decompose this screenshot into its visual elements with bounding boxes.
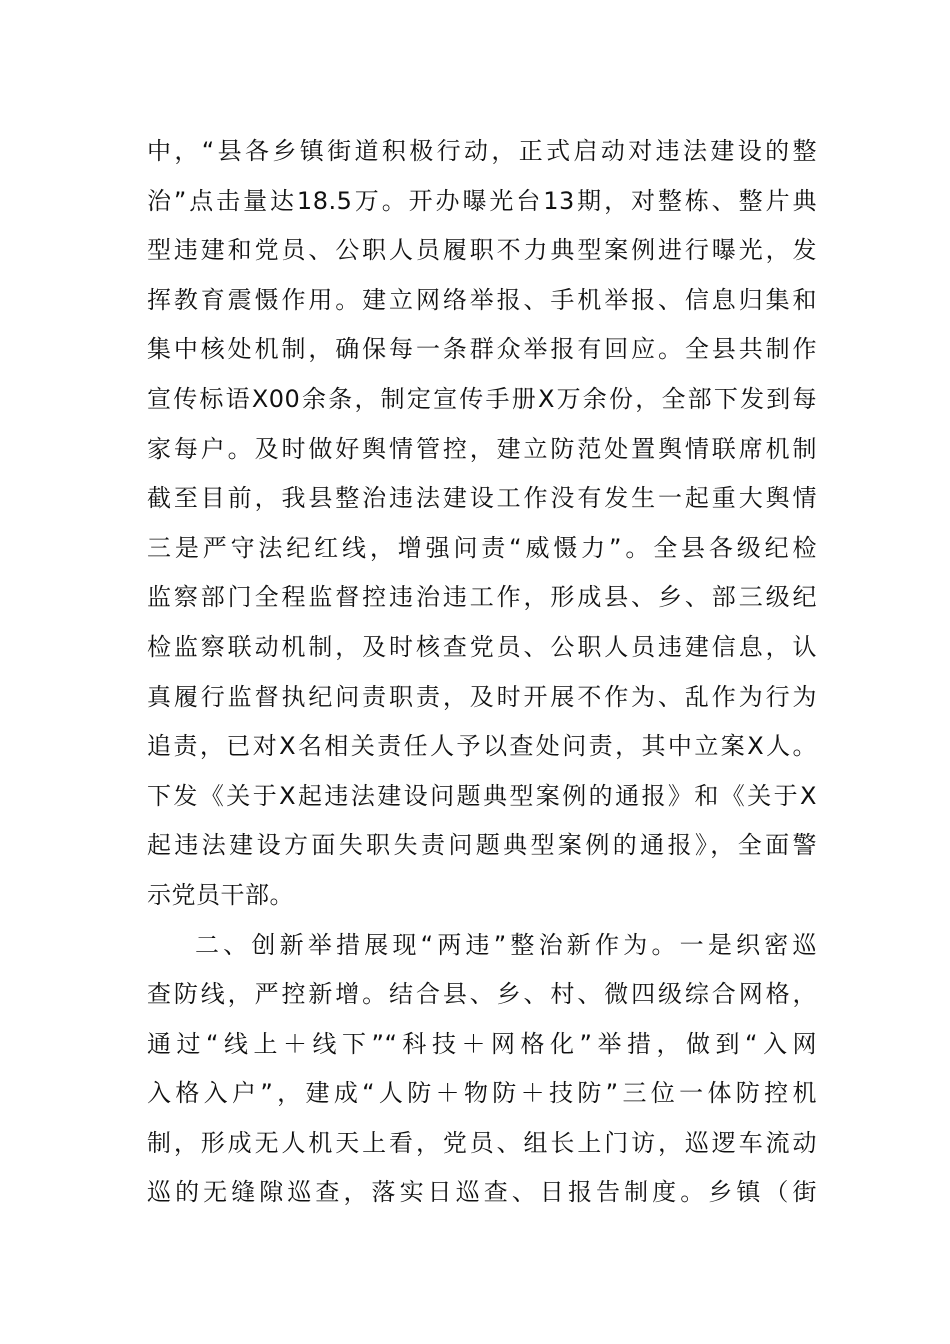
body-text [147, 127, 817, 1218]
text-line: 宣传标语X00余条，制定宣传手册X万余份，全部下发到每 [147, 384, 817, 413]
paragraph-start-line: 二、创新举措展现“两违”整治新作为。一是织密巡 [195, 930, 817, 959]
text-line: 监察部门全程监督控违治违工作，形成县、乡、部三级纪 [147, 583, 817, 612]
text-line: 三是严守法纪红线，增强问责“威慑力”。全县各级纪检 [147, 533, 817, 562]
text-line: 巡的无缝隙巡查，落实日巡查、日报告制度。乡镇（街 [147, 1178, 817, 1207]
text-line: 真履行监督执纪问责职责，及时开展不作为、乱作为行为 [147, 682, 817, 711]
text-line: 治”点击量达18.5万。开办曝光台13期，对整栋、整片典 [147, 186, 817, 215]
text-line: 查防线，严控新增。结合县、乡、村、微四级综合网格， [147, 980, 817, 1009]
text-line: 挥教育震慑作用。建立网络举报、手机举报、信息归集和 [147, 285, 817, 314]
text-line: 中，“县各乡镇街道积极行动，正式启动对违法建设的整 [147, 137, 817, 165]
text-line: 截至目前，我县整治违法建设工作没有发生一起重大舆情 [147, 484, 817, 513]
text-line: 下发《关于X起违法建设问题典型案例的通报》和《关于X [147, 781, 817, 810]
text-line: 型违建和党员、公职人员履职不力典型案例进行曝光，发 [147, 236, 817, 265]
text-line: 入格入户”，建成“人防＋物防＋技防”三位一体防控机 [147, 1079, 817, 1108]
text-line: 家每户。及时做好舆情管控，建立防范处置舆情联席机制 [147, 434, 817, 463]
text-line: 检监察联动机制，及时核查党员、公职人员违建信息，认 [147, 632, 817, 661]
text-line: 追责，已对X名相关责任人予以查处问责，其中立案X人。 [147, 732, 817, 761]
text-line: 通过“线上＋线下”“科技＋网格化”举措，做到“入网 [147, 1029, 817, 1058]
paragraph-end-line: 示党员干部。 [147, 880, 294, 909]
text-line: 集中核处机制，确保每一条群众举报有回应。全县共制作 [147, 335, 817, 364]
text-line: 制，形成无人机天上看，党员、组长上门访，巡逻车流动 [147, 1128, 817, 1157]
text-line: 起违法建设方面失职失责问题典型案例的通报》，全面警 [147, 831, 817, 860]
